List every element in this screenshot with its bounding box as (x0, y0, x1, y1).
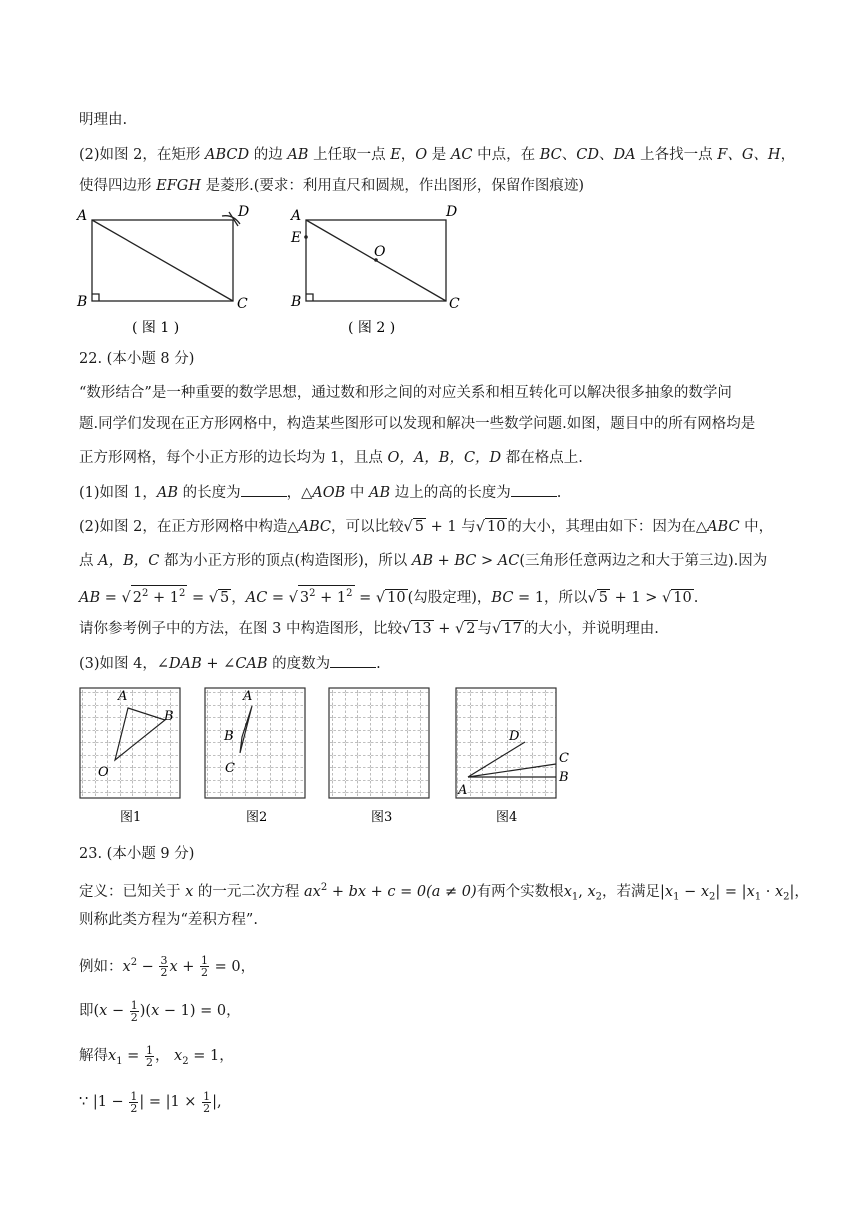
svg-text:B: B (224, 729, 234, 744)
grid-fig-3 (329, 688, 429, 825)
fig1-label-b: B (77, 294, 88, 310)
fig1-label-a: A (77, 208, 88, 224)
grid-fig-4-caption: 图4 (496, 810, 518, 825)
fig1-label-d: D (238, 204, 250, 220)
fig2-label-e: E (291, 230, 302, 246)
fig2-label-c: C (449, 296, 460, 312)
fig2-label-o: O (374, 244, 386, 260)
fig1-caption: ( 图 1 ) (132, 320, 180, 336)
q23-definition-line2: 则称此类方程为“差积方程”. (79, 912, 258, 928)
q22-part2-line1: (2)如图 2，在正方形网格中构造△ABC，可以比较√ 5 + 1 与√ 10 的大小，其理由如下：因为在△ABC 中， (79, 519, 774, 535)
grid-fig-1 (80, 688, 180, 825)
q22-part2-line4: 请你参考例子中的方法，在图 3 中构造图形，比较√ 13 + √ 2 与√ 17 的大小，并说明理由. (79, 621, 659, 637)
q23-example-because: ∵ |1 − $\frac{1}{2}$ | = |1 × $\frac{1}{2}$ |, (79, 1089, 222, 1115)
fig2-point-e (304, 235, 308, 239)
figure-1 (92, 212, 240, 301)
svg-text:C: C (559, 751, 569, 766)
grid-fig-2-caption: 图2 (246, 810, 268, 825)
q23-definition-line1: 定义：已知关于 x 的一元二次方程 $ax^2$ + bx + c = 0(a ≠ 0)有两个实数根$x_1$, $x_2$，若满足$|x_1 - x_2| = |x_1 \cdot x_2|$， (79, 882, 809, 903)
svg-text:O: O (98, 765, 109, 780)
grid-fig-2 (205, 688, 305, 825)
q21-part2-line1: (2)如图 2，在矩形 ABCD 的边 AB 上任取一点 E，O 是 AC 中点，在 BC、CD、DA 上各找一点 F、G、H， (79, 147, 796, 163)
fig1-label-c: C (237, 296, 248, 312)
grid-figures (70, 680, 590, 830)
q23-header: 23. (本小题 9 分) (79, 846, 195, 862)
answer-blank-1[interactable] (241, 482, 287, 497)
grid-fig-3-caption: 图3 (371, 810, 393, 825)
fig2-label-b: B (291, 294, 302, 310)
grid-fig-1-caption: 图1 (120, 810, 142, 825)
answer-blank-3[interactable] (330, 653, 376, 668)
q22-part2-line2: 点 A，B，C 都为小正方形的顶点(构造图形)，所以 AB + BC > AC(三角形任意两边之和大于第三边).因为 (79, 553, 768, 569)
svg-text:A: A (243, 689, 253, 704)
q21-line0: 明理由. (79, 112, 128, 128)
q22-intro-3: 正方形网格，每个小正方形的边长均为 1，且点 O，A，B，C，D 都在格点上. (79, 450, 583, 466)
q21-part2-line2: 使得四边形 EFGH 是菱形.(要求：利用直尺和圆规，作出图形，保留作图痕迹) (79, 178, 585, 194)
q22-intro-2: 题.同学们发现在正方形网格中，构造某些图形可以发现和解决一些数学问题.如图，题目中的所有网格均是 (79, 416, 756, 432)
fig2-caption: ( 图 2 ) (348, 320, 396, 336)
q22-part2-line3: AB = √ $2^2 + 1^2$ = √ 5 ，AC = √ $3^2 + 1^2$ = √ 10 (勾股定理)，BC = 1，所以√ 5 + 1 > √ 10 . (79, 585, 698, 608)
svg-text:D: D (509, 729, 520, 744)
figure-rectangles (70, 200, 490, 340)
svg-text:A: A (118, 689, 128, 704)
grid-fig-4 (456, 688, 569, 825)
svg-text:B: B (559, 770, 569, 785)
q23-example-eq: 例如：$x^2$ − $\frac{3}{2}$ x + $\frac{1}{2}$ = 0， (79, 954, 256, 980)
svg-text:B: B (164, 709, 174, 724)
q22-part1: (1)如图 1，AB 的长度为 ，△AOB 中 AB 边上的高的长度为 . (79, 482, 561, 503)
fig2-label-d: D (446, 204, 458, 220)
svg-text:C: C (225, 761, 235, 776)
q23-example-factor: 即(x − $\frac{1}{2}$ )(x − 1) = 0， (79, 998, 241, 1024)
q22-intro-1: “数形结合”是一种重要的数学思想，通过数和形之间的对应关系和相互转化可以解决很多抽象的数学问 (79, 385, 732, 401)
svg-text:A: A (458, 783, 468, 798)
answer-blank-2[interactable] (511, 482, 557, 497)
q22-part3: (3)如图 4，∠DAB + ∠CAB 的度数为 . (79, 653, 381, 674)
q23-example-solve: 解得$x_1$ = $\frac{1}{2}$ ， $x_2 = 1$， (79, 1043, 234, 1069)
fig2-label-a: A (291, 208, 302, 224)
q22-header: 22. (本小题 8 分) (79, 351, 195, 367)
